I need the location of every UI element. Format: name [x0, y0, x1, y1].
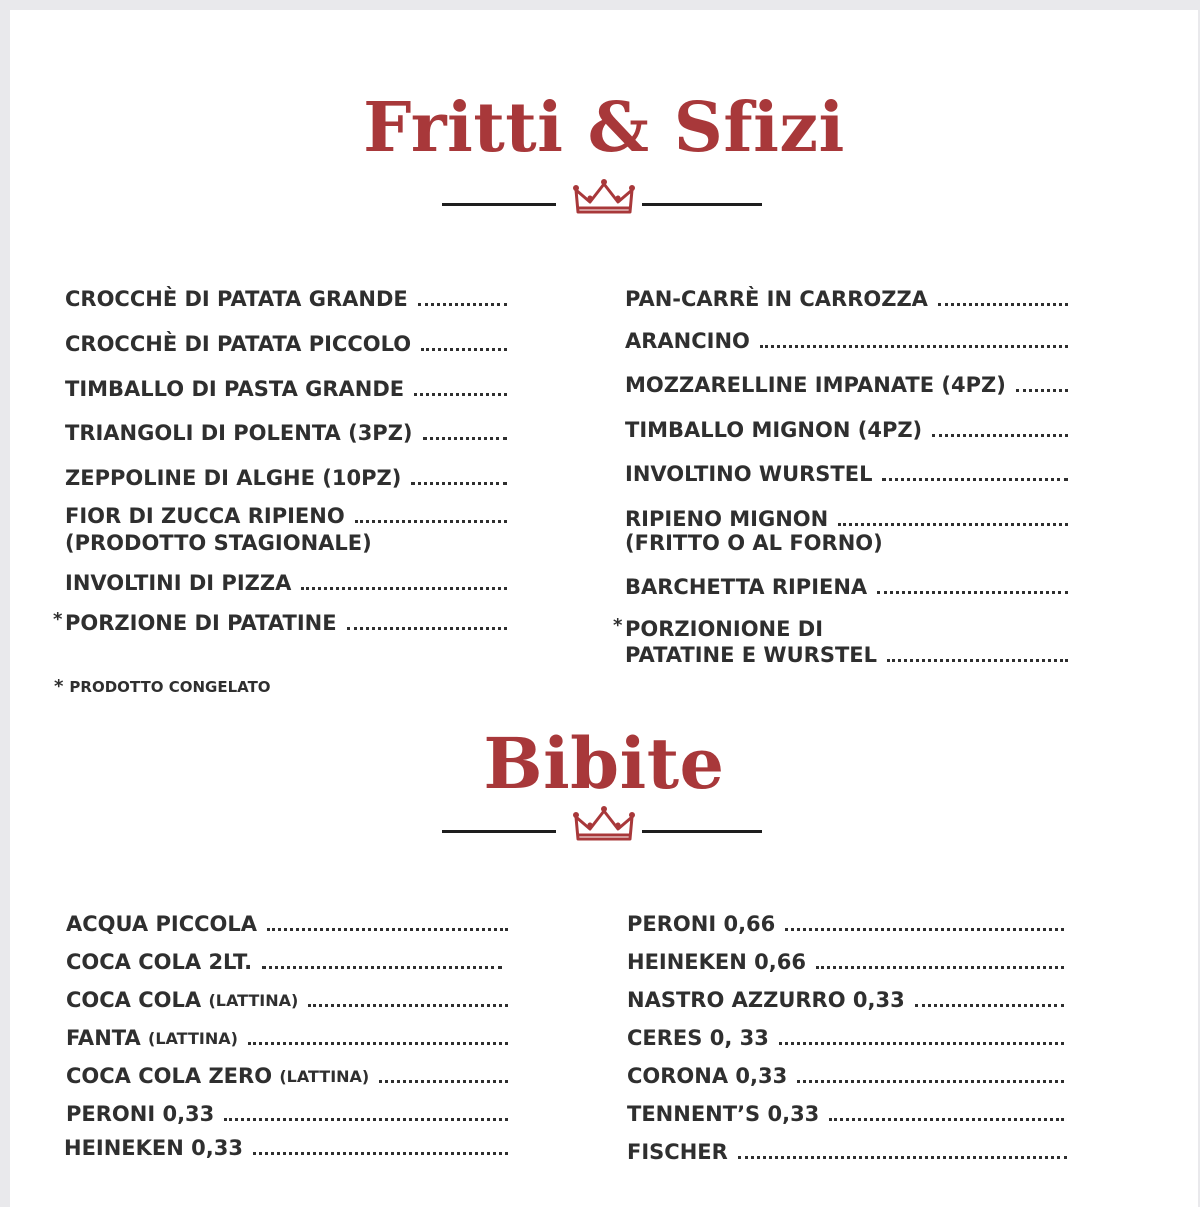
menu-item: TENNENT’S 0,33 [627, 1101, 1064, 1128]
menu-item-detail: (PRODOTTO STAGIONALE) [65, 531, 372, 555]
menu-item: PAN-CARRÈ IN CARROZZA [625, 286, 1068, 313]
menu-item: TIMBALLO MIGNON (4PZ) [625, 417, 1068, 444]
menu-item: NASTRO AZZURRO 0,33 [627, 987, 1064, 1014]
menu-item: PERONI 0,66 [627, 911, 1064, 938]
menu-item: FISCHER [627, 1139, 1067, 1166]
menu-item: COCA COLA ZERO (LATTINA) [66, 1063, 508, 1090]
menu-item: * PORZIONE DI PATATINE [65, 610, 507, 637]
menu-item: INVOLTINI DI PIZZA [65, 570, 507, 597]
menu-item: CROCCHÈ DI PATATA PICCOLO [65, 331, 507, 358]
menu-item: INVOLTINO WURSTEL [625, 461, 1068, 488]
menu-item: HEINEKEN 0,33 [64, 1135, 508, 1162]
bibite-title: Bibite [483, 722, 725, 805]
menu-item: COCA COLA (LATTINA) [66, 987, 508, 1014]
frozen-product-note: * PRODOTTO CONGELATO [54, 676, 271, 697]
fritti-divider [442, 178, 762, 218]
menu-item: BARCHETTA RIPIENA [625, 574, 1068, 601]
menu-item: RIPIENO MIGNON [625, 506, 1068, 533]
menu-item: CERES 0, 33 [627, 1025, 1064, 1052]
menu-item: FIOR DI ZUCCA RIPIENO [65, 503, 507, 530]
menu-item: CROCCHÈ DI PATATA GRANDE [65, 286, 507, 313]
menu-item: * PORZIONIONE DI [613, 615, 824, 641]
menu-item: ARANCINO [625, 328, 1068, 355]
menu-item: MOZZARELLINE IMPANATE (4PZ) [625, 372, 1068, 399]
bibite-divider [442, 805, 762, 845]
fritti-title: Fritti & Sfizi [363, 88, 845, 168]
crown-icon [572, 178, 636, 218]
menu-page [10, 10, 1198, 1207]
menu-item: COCA COLA 2LT. [66, 949, 502, 976]
menu-item-detail: PATATINE E WURSTEL [625, 642, 1068, 669]
crown-icon [572, 805, 636, 845]
menu-item: HEINEKEN 0,66 [627, 949, 1064, 976]
menu-item: ZEPPOLINE DI ALGHE (10PZ) [65, 465, 507, 492]
menu-item: ACQUA PICCOLA [66, 911, 508, 938]
menu-item-detail: (FRITTO O AL FORNO) [625, 531, 883, 555]
menu-item: PERONI 0,33 [66, 1101, 508, 1128]
menu-item: TRIANGOLI DI POLENTA (3PZ) [65, 420, 507, 447]
menu-item: CORONA 0,33 [627, 1063, 1064, 1090]
menu-item: FANTA (LATTINA) [66, 1025, 508, 1052]
menu-item: TIMBALLO DI PASTA GRANDE [65, 376, 507, 403]
